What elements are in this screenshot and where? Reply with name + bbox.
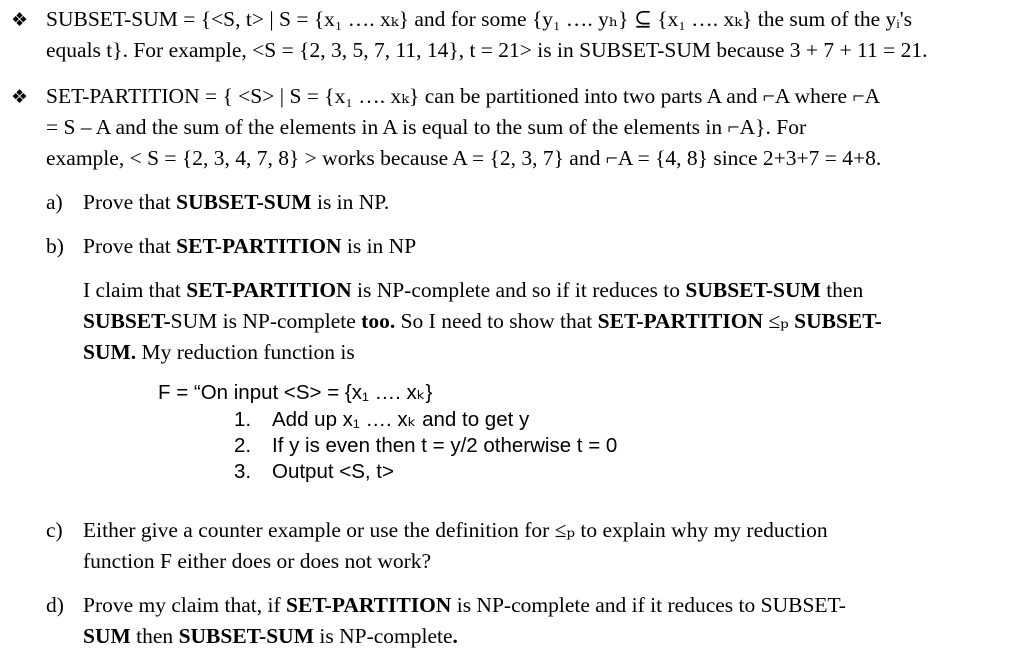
item-c-line1: Either give a counter example or use the definition for ≤ₚ to explain why my reduction [83, 518, 828, 542]
reduction-step-1-text: Add up x₁ …. xₖ and to get y [272, 408, 530, 431]
claim-line2: SUBSET-SUM is NP-complete too. So I need to show that SET-PARTITION ≤ₚ SUBSET- [83, 309, 882, 333]
claim-line1: I claim that SET-PARTITION is NP-complete and so if it reduces to SUBSET-SUM then [83, 278, 864, 302]
reduction-step-1-num: 1. [234, 408, 252, 431]
subset-sum-definition-line1: SUBSET-SUM = {<S, t> | S = {x₁ …. xₖ} and for some {y₁ …. yₕ} ⊆ {x₁ …. xₖ} the sum of the yᵢ's [46, 7, 913, 31]
bullet-icon: ❖ [11, 86, 29, 108]
item-d-line2: SUM then SUBSET-SUM is NP-complete. [83, 624, 458, 648]
item-d-label: d) [46, 593, 64, 617]
bullet-icon: ❖ [11, 9, 29, 31]
reduction-step-3-num: 3. [234, 460, 252, 483]
set-partition-definition-line3: example, < S = {2, 3, 4, 7, 8} > works because A = {2, 3, 7} and ⌐A = {4, 8} since 2+3+7 = 4+8. [46, 146, 882, 170]
reduction-header: F = “On input <S> = {x₁ …. xₖ} [158, 381, 433, 404]
item-b-text: Prove that SET-PARTITION is in NP [83, 234, 417, 258]
reduction-step-2-text: If y is even then t = y/2 otherwise t = 0 [272, 434, 618, 457]
item-c-label: c) [46, 518, 63, 542]
subset-sum-definition-line2: equals t}. For example, <S = {2, 3, 5, 7, 11, 14}, t = 21> is in SUBSET-SUM because 3 + 7 + 11 = 21. [46, 38, 928, 62]
set-partition-definition-line2: = S – A and the sum of the elements in A is equal to the sum of the elements in ⌐A}. For [46, 115, 807, 139]
reduction-step-3-text: Output <S, t> [272, 460, 394, 483]
reduction-step-2-num: 2. [234, 434, 252, 457]
set-partition-definition-line1: SET-PARTITION = { <S> | S = {x₁ …. xₖ} can be partitioned into two parts A and ⌐A where ⌐A [46, 84, 881, 108]
item-d-line1: Prove my claim that, if SET-PARTITION is NP-complete and if it reduces to SUBSET- [83, 593, 846, 617]
claim-line3: SUM. My reduction function is [83, 340, 355, 364]
item-c-line2: function F either does or does not work? [83, 549, 432, 573]
item-a-label: a) [46, 190, 63, 214]
item-a-text: Prove that SUBSET-SUM is in NP. [83, 190, 390, 214]
item-b-label: b) [46, 234, 64, 258]
